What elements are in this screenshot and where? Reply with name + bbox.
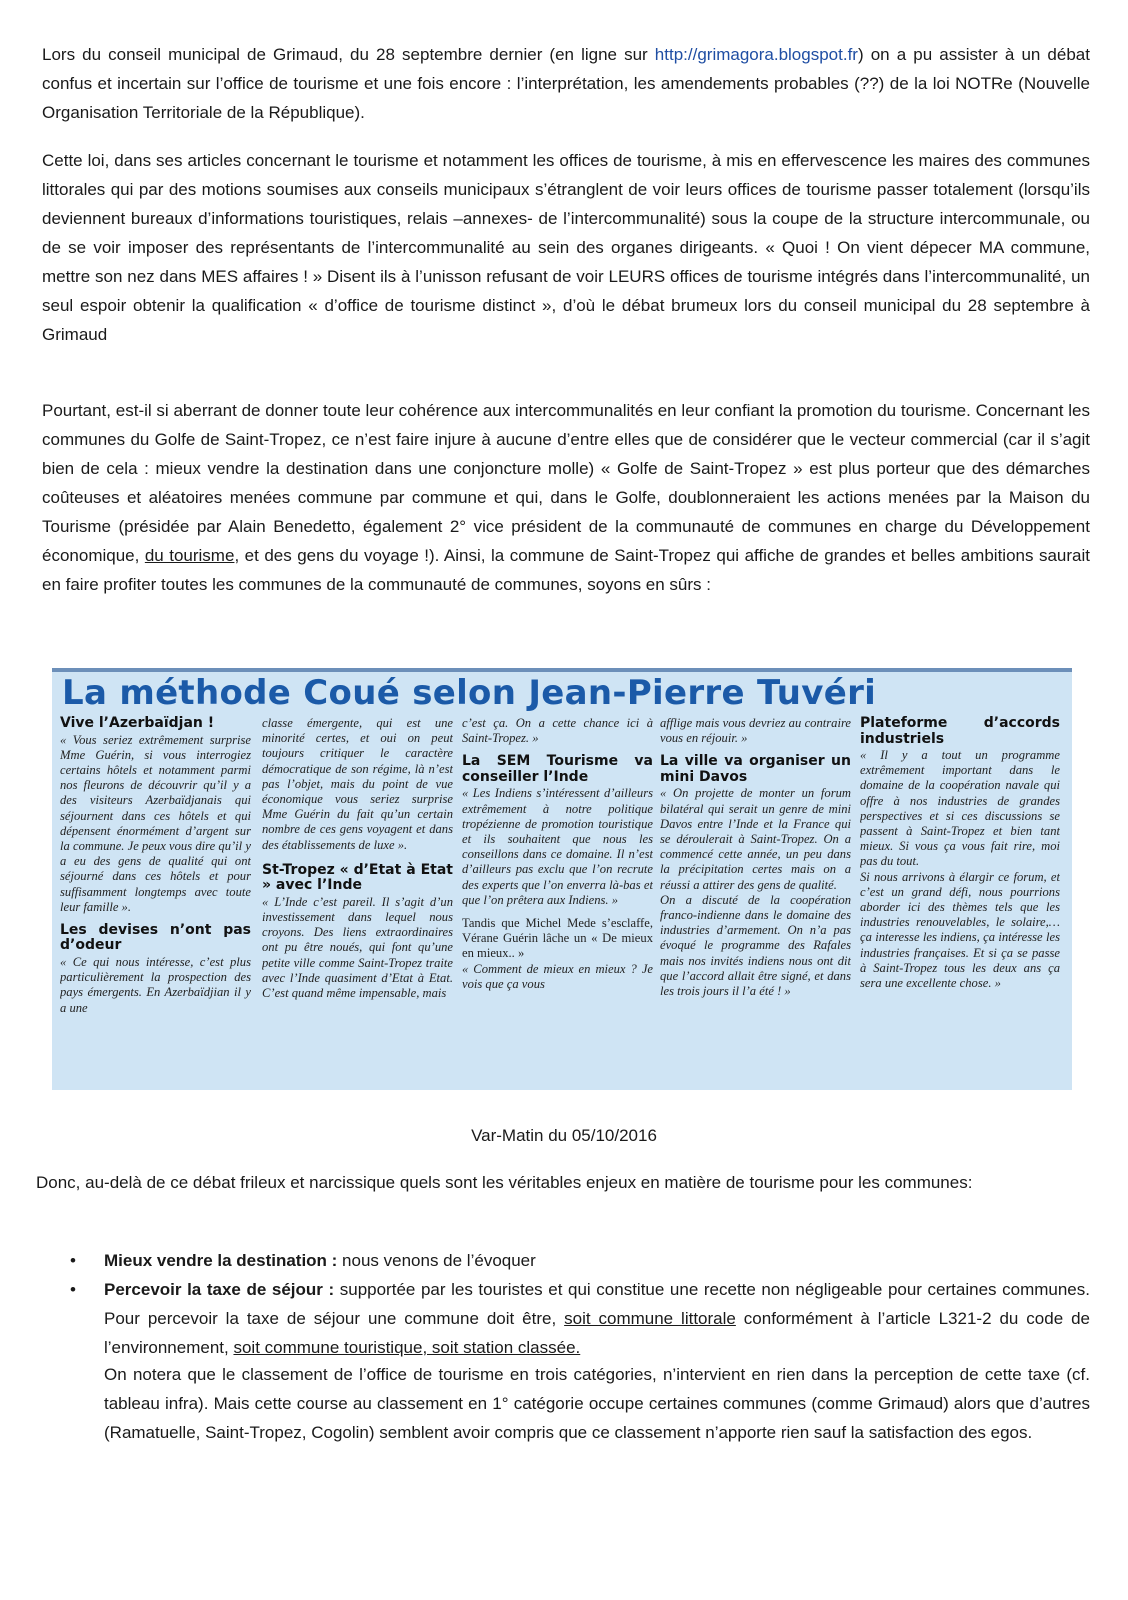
clipping-text: « Vous seriez extrêmement surprise Mme Guérin, si vous interrogiez certains hôtels et notamment parmi nos fleurons de découvrir qu’il y a des visiteurs Azerbaïdjanais qui séjournent dans ces hôtels et qui dépensent énormément d’argent sur la commune. Je peux vous dire qu’il y a eu des gens de qualité qui ont séjourné dans ces hôtels et pour suffisamment longtemps avec toute leur famille ».	[60, 732, 251, 914]
list-item	[42, 1246, 1090, 1275]
clipping-column-1	[60, 716, 251, 1090]
bullet-list	[42, 1246, 1090, 1362]
paragraph-text: , et des gens du voyage !). Ainsi, la commune de Saint-Tropez qui affiche de grandes et belles ambitions saurait en faire profiter toutes les communes de la communauté de communes, soyons en sûrs :	[42, 546, 1090, 594]
clipping-column-5	[860, 716, 1060, 1090]
newspaper-clipping	[52, 668, 1072, 1090]
bullet-text: conformément à l’article L321-2 du code de l’environnement,	[104, 1309, 1090, 1357]
clipping-text: afflige mais vous devriez au contraire vous en réjouir. »	[660, 716, 851, 746]
clipping-text: « Les Indiens s’intéressent d’ailleurs extrêmement à notre politique tropézienne de promotion touristique et ils souhaitent que nous les conseillons dans ce domaine. Il n’est d’ailleurs pas exclu que l’on recrute des experts que l’on enverra là-bas et que l’on prêtera aux Indiens. »	[462, 786, 653, 907]
clipping-column-2	[262, 716, 453, 1090]
paragraph-text: ) on a pu assister à un débat confus et incertain sur l’office de tourisme et une fois encore : l’interprétation, les amendements probables (??) de la loi NOTRe (Nouvelle Organisation Territoriale de la République).	[42, 45, 1090, 122]
clipping-text: c’est ça. On a cette chance ici à Saint-Tropez. »	[462, 716, 653, 746]
bullet-text: supportée par les touristes et qui constitue une recette non négligeable pour certaines communes. Pour percevoir la taxe de séjour une commune doit être,	[104, 1280, 1090, 1328]
clipping-subhead: Plateforme d’accords industriels	[860, 716, 1060, 747]
clipping-text: classe émergente, qui est une minorité certes, et oui on peut toujours critiquer le caractère démocratique de son régime, là n’est pas l’objet, mais du point de vue économique vous seriez surprise Mme Guérin du fait qu’un certain nombre de ces gens voyagent et dans des établissements de luxe ».	[262, 716, 453, 852]
clipping-headline: La méthode Coué selon Jean-Pierre Tuvéri	[62, 673, 877, 713]
clipping-subhead: La SEM Tourisme va conseiller l’Inde	[462, 753, 653, 785]
clipping-subhead: Vive l’Azerbaïdjan !	[60, 716, 215, 731]
clipping-text: Si nous arrivons à élargir ce forum, et c’est un grand défi, nous pourrions aborder ici des thèmes tels que les industries renouvelables, le solaire,… ça interesse les indiens, ça intéresse les industries françaises. Et si ça se passe à Saint-Tropez tous les deux ans ça sera une excellente chose. »	[860, 869, 1060, 991]
clipping-text: Tandis que Michel Mede s’esclaffe, Vérane Guérin lâche un « De mieux en mieux.. »	[462, 916, 653, 961]
underlined-text: du tourisme	[144, 546, 235, 565]
blog-link[interactable]: http://grimagora.blogspot.fr	[654, 45, 858, 64]
paragraph-loi-notre: Cette loi, dans ses articles concernant le tourisme et notamment les offices de tourisme, à mis en effervescence les maires des communes littorales qui par des motions soumises aux conseils municipaux s’étranglent de voir leurs offices de tourisme passer totalement (lorsqu’ils deviennent bureaux d’informations touristiques, relais –annexes- de l’intercommunalité) sous la coupe de la structure intercommunale, ou de se voir imposer des représentants de l’intercommunalité au sein des organes dirigeants. « Quoi ! On vient dépecer MA commune, mettre son nez dans MES affaires ! » Disent ils à l’unisson refusant de voir LEURS offices de tourisme intégrés dans l’intercommunalité, un seul espoir obtenir la qualification « d’office de tourisme distinct », d’où le débat brumeux lors du conseil municipal du 28 septembre à Grimaud	[42, 151, 1090, 344]
clipping-text: « Ce qui nous intéresse, c’est plus particulièrement la prospection des pays émergents. En Azerbaïdjian il y a une	[60, 954, 251, 1015]
paragraph-classement: On notera que le classement de l’office de tourisme en trois catégories, n’intervient en rien dans la perception de cette taxe (cf. tableau infra). Mais cette course au classement en 1° catégorie occupe certaines communes (comme Grimaud) alors que d’autres (Ramatuelle, Saint-Tropez, Cogolin) semblent avoir compris que ce classement n’apporte rien sauf la satisfaction des egos.	[104, 1365, 1090, 1442]
clipping-caption: Var-Matin du 05/10/2016	[471, 1126, 657, 1145]
paragraph-intercommunalite	[42, 396, 1090, 599]
clipping-text: « Comment de mieux en mieux ? Je vois que ça vous	[462, 961, 653, 991]
clipping-column-4	[660, 716, 851, 1090]
clipping-text: « L’Inde c’est pareil. Il s’agit d’un investissement dans lequel nous croyons. Des liens extraordinaires ont pu être noués, qui font qu’une petite ville comme Saint-Tropez traite avec l’Inde quasiment d’Etat à Etat. C’est quand même impensable, mais	[262, 894, 453, 1001]
bullet-heading: Mieux vendre la destination :	[104, 1251, 338, 1270]
clipping-text: « Il y a tout un programme extrêmement important dans le domaine de la coopération navale qui offre à nos industries de grandes perspectives et si ces discussions se passent à Saint-Tropez et bien tant mieux. Si vous ça vous fait rire, moi pas du tout.	[860, 748, 1060, 869]
bullet-icon: •	[70, 1251, 76, 1270]
paragraph-text: Lors du conseil municipal de Grimaud, du 28 septembre dernier (en ligne sur	[42, 45, 655, 64]
clipping-subhead: St-Tropez « d’Etat à Etat » avec l’Inde	[262, 861, 453, 894]
clipping-column-3	[462, 716, 653, 1090]
clipping-text: « On projette de monter un forum bilatéral qui serait un genre de mini Davos entre l’Inde et la France qui se déroulerait à Saint-Tropez. On a commencé cette année, un peu dans la précipitation certes mais on a réussi a attirer des gens de qualité.	[660, 786, 851, 892]
clipping-subhead: La ville va organiser un mini Davos	[660, 753, 851, 785]
bullet-icon: •	[70, 1280, 76, 1299]
paragraph-enjeux: Donc, au-delà de ce débat frileux et narcissique quels sont les véritables enjeux en matière de tourisme pour les communes:	[36, 1173, 973, 1192]
list-item	[42, 1275, 1090, 1362]
paragraph-text: Pourtant, est-il si aberrant de donner toute leur cohérence aux intercommunalités en leur confiant la promotion du tourisme. Concernant les communes du Golfe de Saint-Tropez, ce n’est faire injure à aucune d’entre elles que de considérer que le vecteur commercial (car il s’agit bien de cela : mieux vendre la destination dans une conjoncture molle) « Golfe de Saint-Tropez » est plus porteur que des démarches coûteuses et aléatoires menées commune par commune et qui, dans le Golfe, doublonneraient les actions menées par la Maison du Tourisme (présidée par Alain Benedetto, également 2° vice président de la communauté de communes en charge du Développement économique,	[42, 401, 1090, 565]
bullet-text: nous venons de l’évoquer	[337, 1251, 536, 1270]
clipping-text: On a discuté de la coopération franco-indienne dans le domaine des industries d’armement. On n’a pas évoqué le programme des Rafales mais nos invités indiens nous ont dit que l’accord allait être signé, et dans les trois jours il l’a été ! »	[660, 892, 851, 999]
bullet-heading: Percevoir la taxe de séjour :	[104, 1280, 335, 1299]
underlined-text: soit commune littorale	[564, 1309, 736, 1328]
underlined-text: soit commune touristique, soit station classée.	[233, 1338, 581, 1357]
clipping-subhead: Les devises n’ont pas d’odeur	[60, 921, 251, 954]
paragraph-intro	[42, 40, 1090, 127]
